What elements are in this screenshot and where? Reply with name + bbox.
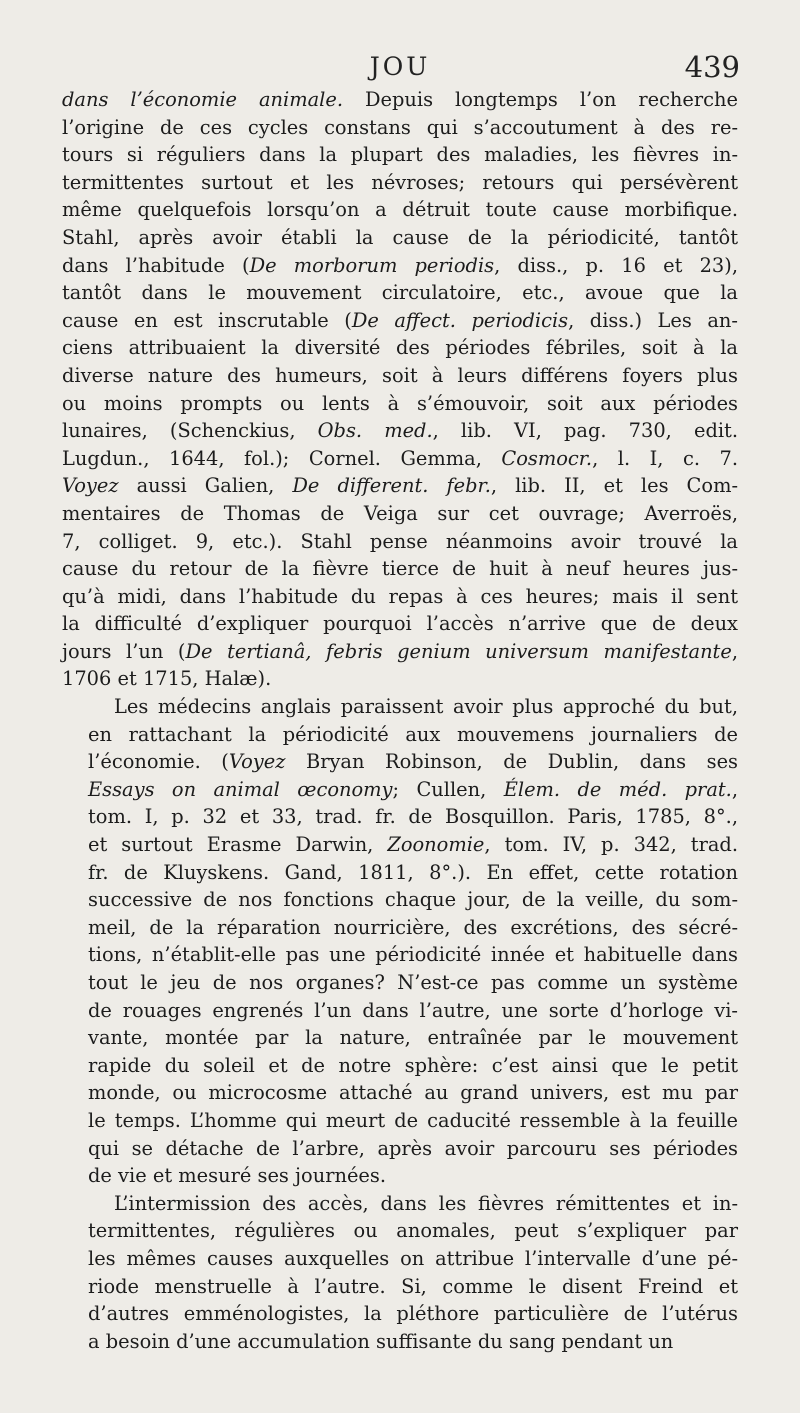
- italic-run: De affect. periodicis: [351, 308, 569, 332]
- text-line: [62, 1300, 738, 1328]
- text-run: 7, colliget. 9, etc.). Stahl pense néanmoins avoir trouvé la: [62, 529, 738, 553]
- text-run: Stahl, après avoir établi la cause de la périodicité, tantôt: [62, 225, 738, 249]
- text-line: [62, 224, 738, 252]
- text-run: la difficulté d’expliquer pourquoi l’accès n’arrive que de deux: [62, 612, 738, 636]
- text-line: [62, 1107, 738, 1135]
- text-run: l’économie. (: [88, 750, 229, 774]
- paragraph: [62, 86, 738, 693]
- text-run: rapide du soleil et de notre sphère: c’est ainsi que le petit: [88, 1053, 738, 1077]
- text-line: [62, 693, 738, 721]
- text-run: tantôt dans le mouvement circulatoire, etc., avoue que la: [62, 281, 738, 305]
- text-run: aussi Galien,: [118, 474, 293, 498]
- text-run: de vie et mesuré ses journées.: [88, 1164, 387, 1188]
- page-header: [60, 48, 740, 88]
- text-run: Depuis longtemps l’on recherche: [343, 88, 738, 111]
- text-run: vante, montée par la nature, entraînée par le mouvement: [88, 1026, 738, 1050]
- text-run: d’autres emménologistes, la pléthore particulière de l’utérus: [88, 1302, 738, 1326]
- italic-run: Voyez: [62, 474, 119, 498]
- text-run: qu’à midi, dans l’habitude du repas à ces heures; mais il sent: [62, 584, 738, 608]
- text-line: [62, 334, 738, 362]
- body-text: [62, 86, 738, 1355]
- text-line: [62, 721, 738, 749]
- text-run: tions, n’établit-elle pas une périodicité innée et habituelle dans: [88, 943, 738, 967]
- text-line: [62, 528, 738, 556]
- text-run: Lugdun., 1644, fol.); Cornel. Gemma,: [62, 446, 502, 470]
- text-run: mentaires de Thomas de Veiga sur cet ouvrage; Averroës,: [62, 501, 738, 525]
- text-line: [62, 969, 738, 997]
- text-line: [62, 555, 738, 583]
- text-line: [62, 417, 738, 445]
- text-run: le temps. L’homme qui meurt de caducité ressemble à la feuille: [88, 1108, 738, 1132]
- text-line: [62, 500, 738, 528]
- text-line: [62, 252, 738, 280]
- text-run: tours si réguliers dans la plupart des maladies, les fièvres in-: [62, 143, 738, 167]
- text-run: Les médecins anglais paraissent avoir plus approché du but,: [114, 695, 738, 719]
- page-number: 439: [684, 50, 740, 84]
- text-line: [62, 1135, 738, 1163]
- text-line: [62, 803, 738, 831]
- text-run: de rouages engrenés l’un dans l’autre, une sorte d’horloge vi-: [88, 998, 738, 1022]
- text-run: meil, de la réparation nourricière, des excrétions, des sécré-: [88, 915, 738, 939]
- text-run: riode menstruelle à l’autre. Si, comme le disent Freind et: [88, 1274, 738, 1298]
- text-line: [62, 859, 738, 887]
- italic-run: Élem. de méd. prat.: [503, 777, 732, 801]
- text-run: lunaires, (Schenckius,: [62, 419, 318, 443]
- running-head: JOU: [369, 52, 431, 81]
- text-line: [62, 169, 738, 197]
- text-line: [62, 638, 738, 666]
- italic-run: Essays on animal œconomy: [88, 777, 393, 801]
- italic-run: De morborum periodis: [249, 253, 495, 277]
- text-run: les mêmes causes auxquelles on attribue l’intervalle d’une pé-: [88, 1246, 738, 1270]
- text-line: [62, 610, 738, 638]
- text-run: qui se détache de l’arbre, après avoir parcouru ses périodes: [88, 1136, 738, 1160]
- text-line: [62, 748, 738, 776]
- text-line: [62, 472, 738, 500]
- text-line: [62, 1217, 738, 1245]
- text-run: L’intermission des accès, dans les fièvres rémittentes et in-: [114, 1191, 738, 1215]
- text-line: [62, 196, 738, 224]
- text-run: jours l’un (: [62, 639, 186, 663]
- text-line: [62, 776, 738, 804]
- text-run: 1706 et 1715, Halæ).: [62, 667, 272, 691]
- text-run: a besoin d’une accumulation suffisante du sang pendant un: [88, 1329, 674, 1353]
- text-line: [62, 1273, 738, 1301]
- text-run: dans l’habitude (: [62, 253, 250, 277]
- text-line: [62, 583, 738, 611]
- text-line: [62, 1162, 738, 1190]
- text-run: et surtout Erasme Darwin,: [88, 833, 388, 857]
- text-run: ciens attribuaient la diversité des périodes fébriles, soit à la: [62, 336, 738, 360]
- text-run: termittentes, régulières ou anomales, peut s’expliquer par: [88, 1219, 738, 1243]
- text-line: [62, 1245, 738, 1273]
- text-run: fr. de Kluyskens. Gand, 1811, 8°.). En effet, cette rotation: [88, 860, 738, 884]
- text-run: diverse nature des humeurs, soit à leurs différens foyers plus: [62, 363, 738, 387]
- text-run: tout le jeu de nos organes? N’est-ce pas comme un système: [88, 971, 738, 994]
- paragraph: [62, 693, 738, 1190]
- text-line: [62, 665, 738, 693]
- text-line: [62, 997, 738, 1025]
- text-line: [62, 86, 738, 114]
- text-line: [62, 390, 738, 418]
- text-run: , diss.) Les an-: [568, 308, 738, 332]
- text-run: monde, ou microcosme attaché au grand univers, est mu par: [88, 1081, 738, 1105]
- italic-run: Cosmocr.: [501, 446, 593, 470]
- text-line: [62, 831, 738, 859]
- text-run: ,: [731, 639, 739, 663]
- text-run: cause en est inscrutable (: [62, 308, 352, 332]
- text-line: [62, 1052, 738, 1080]
- text-run: ; Cullen,: [392, 777, 504, 801]
- text-run: même quelquefois lorsqu’on a détruit toute cause morbifique.: [62, 198, 738, 222]
- text-run: cause du retour de la fièvre tierce de huit à neuf heures jus-: [62, 557, 738, 581]
- text-run: ,: [731, 777, 739, 801]
- text-run: tom. I, p. 32 et 33, trad. fr. de Bosquillon. Paris, 1785, 8°.,: [88, 805, 738, 829]
- text-line: [62, 307, 738, 335]
- text-run: successive de nos fonctions chaque jour, de la veille, du som-: [88, 888, 738, 912]
- text-line: [62, 114, 738, 142]
- italic-run: De tertianâ, febris genium universum manifestante: [185, 639, 732, 663]
- text-run: ou moins prompts ou lents à s’émouvoir, soit aux périodes: [62, 391, 738, 415]
- text-run: , diss., p. 16 et 23),: [494, 253, 738, 277]
- text-line: [62, 1079, 738, 1107]
- text-line: [62, 141, 738, 169]
- text-run: Bryan Robinson, de Dublin, dans ses: [285, 750, 738, 774]
- italic-run: Zoonomie: [387, 833, 485, 857]
- text-line: [62, 1190, 738, 1218]
- text-run: , l. I, c. 7.: [592, 446, 738, 470]
- italic-run: dans l’économie animale.: [62, 88, 344, 111]
- italic-run: Voyez: [228, 750, 286, 774]
- text-run: , lib. VI, pag. 730, edit.: [432, 419, 739, 443]
- text-run: , lib. II, et les Com-: [490, 474, 739, 498]
- text-line: [62, 886, 738, 914]
- text-line: [62, 914, 738, 942]
- text-run: en rattachant la périodicité aux mouvemens journaliers de: [88, 722, 738, 746]
- italic-run: Obs. med.: [317, 419, 433, 443]
- text-run: l’origine de ces cycles constans qui s’accoutument à des re-: [62, 115, 738, 139]
- text-run: , tom. IV, p. 342, trad.: [484, 833, 738, 857]
- text-line: [62, 279, 738, 307]
- paragraph: [62, 1190, 738, 1356]
- text-line: [62, 1328, 738, 1356]
- text-line: [62, 941, 738, 969]
- italic-run: De different. febr.: [292, 474, 491, 498]
- text-line: [62, 1024, 738, 1052]
- text-line: [62, 445, 738, 473]
- text-run: termittentes surtout et les névroses; retours qui persévèrent: [62, 170, 738, 194]
- text-line: [62, 362, 738, 390]
